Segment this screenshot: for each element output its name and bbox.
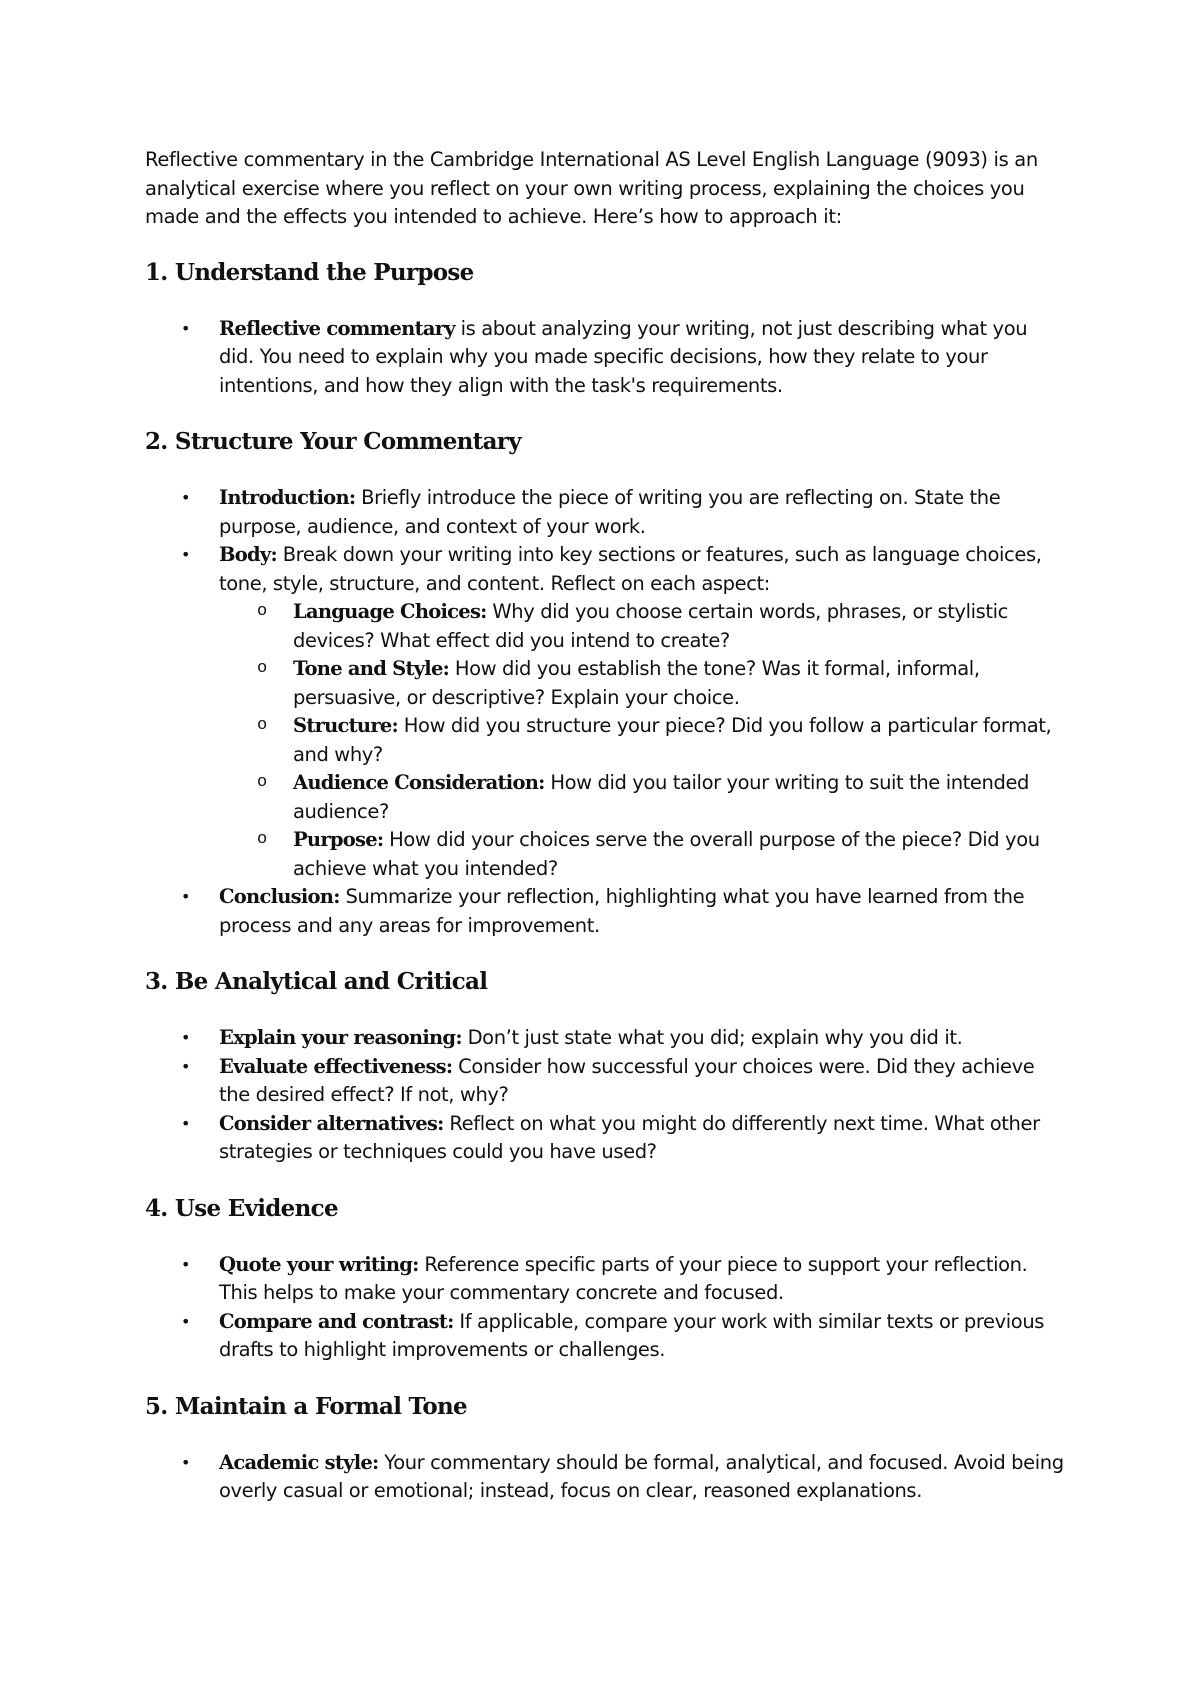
bullet-icon: • [181, 887, 191, 906]
circle-bullet-icon: o [257, 602, 267, 621]
sub-list-item [219, 769, 1065, 826]
circle-bullet-icon: o [257, 659, 267, 678]
item-text: Don’t just state what you did; explain why you did it. [461, 1026, 963, 1049]
bullet-icon: • [181, 488, 191, 507]
list-item [145, 541, 1065, 883]
sub-item-label: Tone and Style: [293, 657, 450, 680]
item-text: is about analyzing your writing, not just describing what you did. You need to explain why you made specific decisions, how they relate to your intentions, and how they align with the task's requirements. [219, 316, 1028, 397]
bullet-icon: • [181, 1028, 191, 1047]
document-page [145, 146, 1065, 1533]
list-item [145, 1110, 1065, 1167]
sub-list-item [219, 655, 1065, 712]
item-text: Briefly introduce the piece of writing you are reflecting on. State the purpose, audience, and context of your work. [219, 486, 1001, 538]
item-label: Quote your writing: [219, 1252, 419, 1276]
section-heading: 3. Be Analytical and Critical [145, 968, 488, 995]
list-item [145, 1251, 1065, 1308]
bullet-list [145, 1449, 1065, 1506]
item-text: If applicable, compare your work with similar texts or previous drafts to highlight improvements or challenges. [219, 1309, 1045, 1361]
sub-item-text: How did you structure your piece? Did you follow a particular format, and why? [293, 714, 1052, 766]
bullet-list [145, 315, 1065, 401]
item-label: Consider alternatives: [219, 1111, 444, 1135]
item-text: Your commentary should be formal, analytical, and focused. Avoid being overly casual or emotional; instead, focus on clear, reasoned explanations. [219, 1450, 1064, 1502]
item-text: Consider how successful your choices were. Did they achieve the desired effect? If not, why? [219, 1054, 1035, 1106]
bullet-icon: • [181, 1113, 191, 1133]
circle-bullet-icon: o [257, 716, 267, 735]
list-item [145, 1024, 1065, 1053]
item-text: Reflect on what you might do differently next time. What other strategies or techniques could you have used? [219, 1111, 1040, 1163]
sub-item-text: How did you tailor your writing to suit the intended audience? [293, 771, 1030, 823]
item-label: Evaluate effectiveness: [219, 1054, 453, 1078]
sub-item-text: Why did you choose certain words, phrases, or stylistic devices? What effect did you intend to create? [293, 600, 1008, 652]
sub-item-label: Language Choices: [293, 600, 487, 623]
list-item [145, 1449, 1065, 1506]
bullet-icon: • [181, 318, 191, 338]
section-heading: 4. Use Evidence [145, 1194, 338, 1222]
sub-bullet-list [219, 598, 1065, 883]
section-heading: 2. Structure Your Commentary [145, 428, 521, 455]
item-label: Conclusion: [219, 885, 340, 908]
item-label: Compare and contrast: [219, 1309, 454, 1333]
sub-item-text: How did you establish the tone? Was it formal, informal, persuasive, or descriptive? Explain your choice. [293, 657, 980, 709]
item-label: Academic style: [219, 1450, 379, 1474]
item-label: Introduction: [219, 486, 356, 509]
sub-list-item [219, 712, 1065, 769]
bullet-icon: • [181, 545, 191, 564]
list-item [145, 883, 1065, 940]
item-label: Reflective commentary [219, 316, 455, 340]
item-label: Body: [219, 543, 277, 566]
sub-list-item [219, 826, 1065, 883]
sub-item-label: Audience Consideration: [293, 771, 545, 794]
bullet-icon: • [181, 1254, 191, 1274]
item-text: Reference specific parts of your piece to support your reflection. This helps to make your commentary concrete and focused. [219, 1252, 1028, 1304]
list-item [145, 315, 1065, 401]
list-item [145, 1053, 1065, 1110]
item-label: Explain your reasoning: [219, 1026, 462, 1049]
sub-item-text: How did your choices serve the overall purpose of the piece? Did you achieve what you intended? [293, 828, 1040, 880]
bullet-icon: • [181, 1452, 191, 1472]
bullet-icon: • [181, 1056, 191, 1076]
circle-bullet-icon: o [257, 830, 267, 849]
section-heading: 5. Maintain a Formal Tone [145, 1392, 467, 1420]
item-text: Break down your writing into key sections or features, such as language choices, tone, style, structure, and content. Reflect on each aspect: [219, 543, 1042, 595]
bullet-icon: • [181, 1311, 191, 1331]
list-item [145, 1308, 1065, 1365]
bullet-list [145, 1251, 1065, 1365]
intro-paragraph: Reflective commentary in the Cambridge International AS Level English Language (9093) is an analytical exercise where you reflect on your own writing process, explaining the choices you made and the effects you intended to achieve. Here’s how to approach it: [145, 148, 1038, 228]
circle-bullet-icon: o [257, 773, 267, 792]
sub-item-label: Structure: [293, 714, 398, 737]
bullet-list [145, 484, 1065, 940]
sub-item-label: Purpose: [293, 828, 384, 851]
list-item [145, 484, 1065, 541]
bullet-list [145, 1024, 1065, 1167]
sub-list-item [219, 598, 1065, 655]
item-text: Summarize your reflection, highlighting what you have learned from the process and any areas for improvement. [219, 885, 1025, 937]
section-heading: 1. Understand the Purpose [145, 258, 474, 286]
